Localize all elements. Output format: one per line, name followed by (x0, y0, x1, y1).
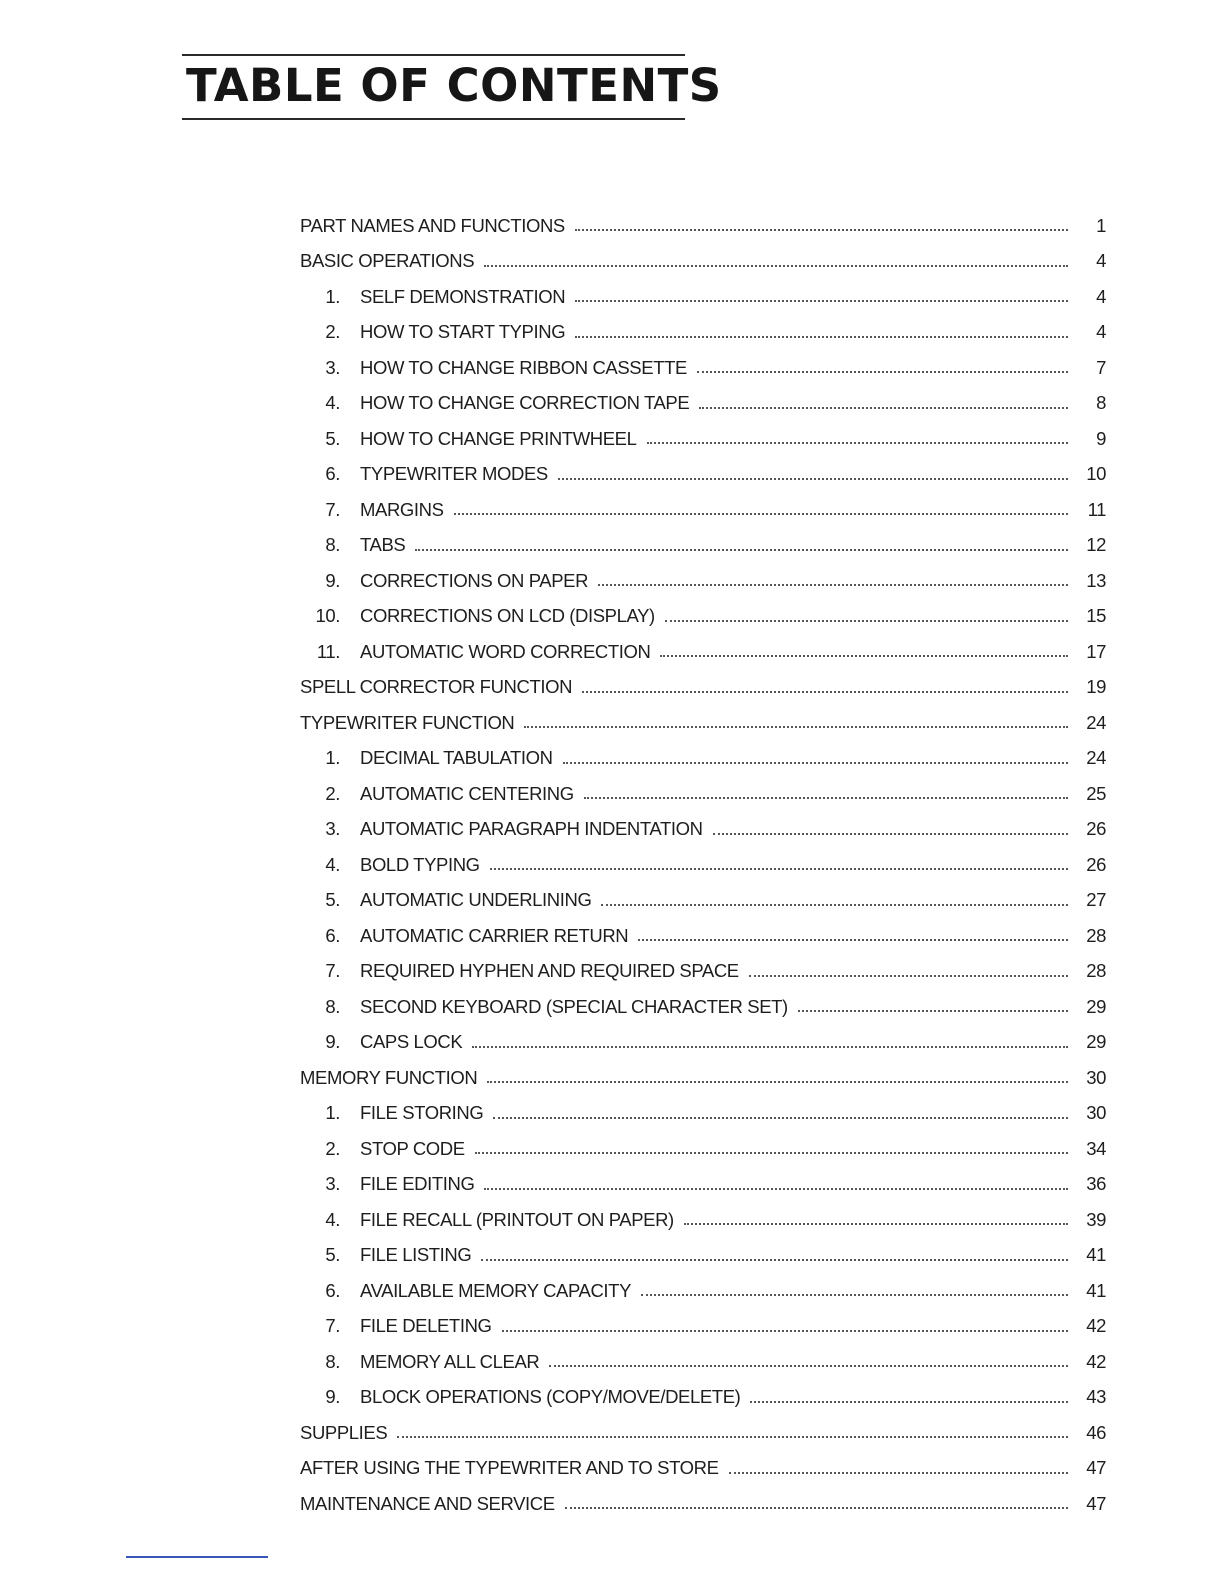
dot-leader (641, 1294, 1068, 1296)
toc-entry-number: 5. (325, 1244, 340, 1266)
toc-entry-page-number: 15 (1086, 605, 1106, 627)
toc-entry-page-number: 46 (1086, 1421, 1106, 1443)
toc-entry-title: FILE EDITING (360, 1173, 475, 1195)
toc-entry-page-number: 4 (1096, 250, 1106, 272)
toc-entry-title: REQUIRED HYPHEN AND REQUIRED SPACE (360, 960, 739, 982)
toc-entry-title: AUTOMATIC UNDERLINING (360, 889, 592, 911)
dot-leader (749, 975, 1068, 977)
toc-entry-number: 11. (316, 640, 340, 662)
toc-entry-page-number: 30 (1086, 1102, 1106, 1124)
toc-entry-page-number: 7 (1096, 356, 1106, 378)
dot-leader (638, 939, 1068, 941)
toc-entry-number: 6. (325, 924, 340, 946)
dot-leader (490, 868, 1068, 870)
dot-leader (481, 1259, 1068, 1261)
toc-entry-page-number: 42 (1086, 1350, 1106, 1372)
toc-subsection-entry (300, 776, 1106, 812)
dot-leader (684, 1223, 1068, 1225)
toc-entry-title: CORRECTIONS ON PAPER (360, 569, 589, 591)
toc-entry-page-number: 8 (1096, 392, 1106, 414)
toc-entry-title: TABS (360, 534, 406, 556)
toc-entry-page-number: 43 (1086, 1386, 1106, 1408)
toc-section-entry (300, 670, 1106, 706)
toc-subsection-entry (300, 421, 1106, 457)
toc-section-entry (300, 705, 1106, 741)
toc-subsection-entry (300, 1096, 1106, 1132)
dot-leader (582, 691, 1068, 693)
toc-entry-page-number: 26 (1086, 853, 1106, 875)
toc-subsection-entry (300, 1273, 1106, 1309)
toc-entry-number: 9. (325, 1386, 340, 1408)
dot-leader (601, 904, 1068, 906)
dot-leader (563, 762, 1068, 764)
toc-subsection-entry (300, 847, 1106, 883)
toc-entry-page-number: 24 (1086, 747, 1106, 769)
toc-section-entry (300, 1415, 1106, 1451)
toc-entry-page-number: 28 (1086, 960, 1106, 982)
dot-leader (575, 336, 1068, 338)
toc-section-entry (300, 1060, 1106, 1096)
toc-entry-title: SELF DEMONSTRATION (360, 285, 566, 307)
toc-entry-title: STOP CODE (360, 1137, 465, 1159)
toc-subsection-entry (300, 883, 1106, 919)
toc-entry-number: 7. (325, 1315, 340, 1337)
toc-entry-number: 10. (315, 605, 340, 627)
dot-leader (472, 1046, 1068, 1048)
dot-leader (665, 620, 1068, 622)
toc-entry-title: AFTER USING THE TYPEWRITER AND TO STORE (300, 1457, 719, 1479)
toc-entry-page-number: 27 (1086, 889, 1106, 911)
toc-entry-page-number: 12 (1086, 534, 1106, 556)
toc-entry-title: BASIC OPERATIONS (300, 250, 475, 272)
toc-entry-title: TYPEWRITER MODES (360, 463, 548, 485)
table-of-contents (300, 208, 1106, 1522)
toc-entry-page-number: 11 (1087, 498, 1106, 520)
toc-section-entry (300, 208, 1106, 244)
toc-subsection-entry (300, 457, 1106, 493)
toc-entry-number: 2. (325, 782, 340, 804)
toc-entry-page-number: 17 (1086, 640, 1106, 662)
toc-subsection-entry (300, 386, 1106, 422)
toc-entry-number: 7. (325, 960, 340, 982)
dot-leader (647, 442, 1069, 444)
toc-entry-title: HOW TO CHANGE RIBBON CASSETTE (360, 356, 687, 378)
title-bottom-rule (182, 118, 685, 120)
toc-entry-title: FILE RECALL (PRINTOUT ON PAPER) (360, 1208, 674, 1230)
toc-entry-number: 5. (325, 427, 340, 449)
dot-leader (697, 371, 1068, 373)
dot-leader (549, 1365, 1068, 1367)
toc-subsection-entry (300, 492, 1106, 528)
toc-entry-page-number: 47 (1086, 1492, 1106, 1514)
toc-entry-title: FILE STORING (360, 1102, 484, 1124)
toc-subsection-entry (300, 315, 1106, 351)
toc-entry-number: 3. (325, 356, 340, 378)
toc-entry-title: MARGINS (360, 498, 444, 520)
page-title: TABLE OF CONTENTS (186, 59, 722, 112)
toc-entry-title: AUTOMATIC WORD CORRECTION (360, 640, 651, 662)
toc-entry-number: 8. (325, 534, 340, 556)
toc-entry-title: SUPPLIES (300, 1421, 388, 1443)
toc-subsection-entry (300, 634, 1106, 670)
toc-subsection-entry (300, 1167, 1106, 1203)
toc-subsection-entry (300, 563, 1106, 599)
toc-entry-title: MEMORY ALL CLEAR (360, 1350, 540, 1372)
toc-subsection-entry (300, 741, 1106, 777)
dot-leader (598, 584, 1068, 586)
toc-entry-number: 1. (325, 1102, 340, 1124)
dot-leader (397, 1436, 1068, 1438)
toc-entry-title: AUTOMATIC CENTERING (360, 782, 574, 804)
dot-leader (713, 833, 1068, 835)
toc-entry-title: HOW TO CHANGE PRINTWHEEL (360, 427, 637, 449)
toc-entry-title: HOW TO START TYPING (360, 321, 566, 343)
toc-entry-number: 4. (325, 853, 340, 875)
toc-entry-title: SPELL CORRECTOR FUNCTION (300, 676, 573, 698)
dot-leader (558, 478, 1068, 480)
toc-entry-page-number: 13 (1086, 569, 1106, 591)
dot-leader (565, 1507, 1068, 1509)
toc-subsection-entry (300, 1309, 1106, 1345)
dot-leader (660, 655, 1068, 657)
toc-entry-page-number: 34 (1086, 1137, 1106, 1159)
toc-entry-page-number: 24 (1086, 711, 1106, 733)
toc-entry-number: 4. (325, 1208, 340, 1230)
toc-section-entry (300, 1451, 1106, 1487)
toc-entry-title: DECIMAL TABULATION (360, 747, 553, 769)
toc-subsection-entry (300, 918, 1106, 954)
toc-entry-title: HOW TO CHANGE CORRECTION TAPE (360, 392, 690, 414)
toc-subsection-entry (300, 1238, 1106, 1274)
toc-entry-title: CAPS LOCK (360, 1031, 463, 1053)
toc-entry-title: MAINTENANCE AND SERVICE (300, 1492, 555, 1514)
toc-entry-page-number: 25 (1086, 782, 1106, 804)
toc-subsection-entry (300, 954, 1106, 990)
toc-entry-title: BLOCK OPERATIONS (COPY/MOVE/DELETE) (360, 1386, 741, 1408)
toc-entry-page-number: 1 (1096, 214, 1106, 236)
toc-entry-title: PART NAMES AND FUNCTIONS (300, 214, 565, 236)
dot-leader (575, 229, 1068, 231)
toc-entry-page-number: 28 (1086, 924, 1106, 946)
toc-entry-title: CORRECTIONS ON LCD (DISPLAY) (360, 605, 655, 627)
toc-entry-page-number: 29 (1086, 1031, 1106, 1053)
toc-entry-number: 6. (325, 463, 340, 485)
toc-entry-number: 7. (325, 498, 340, 520)
toc-entry-number: 4. (325, 392, 340, 414)
toc-entry-number: 8. (325, 1350, 340, 1372)
dot-leader (524, 726, 1068, 728)
toc-entry-page-number: 26 (1086, 818, 1106, 840)
toc-entry-page-number: 41 (1086, 1279, 1106, 1301)
toc-subsection-entry (300, 599, 1106, 635)
toc-entry-title: MEMORY FUNCTION (300, 1066, 478, 1088)
dot-leader (487, 1081, 1068, 1083)
toc-entry-number: 3. (325, 818, 340, 840)
toc-entry-page-number: 19 (1086, 676, 1106, 698)
toc-entry-page-number: 36 (1086, 1173, 1106, 1195)
dot-leader (484, 265, 1068, 267)
toc-entry-page-number: 47 (1086, 1457, 1106, 1479)
toc-subsection-entry (300, 1202, 1106, 1238)
toc-entry-number: 9. (325, 1031, 340, 1053)
toc-entry-title: SECOND KEYBOARD (SPECIAL CHARACTER SET) (360, 995, 788, 1017)
toc-entry-number: 1. (325, 285, 340, 307)
toc-subsection-entry (300, 812, 1106, 848)
toc-subsection-entry (300, 1025, 1106, 1061)
toc-subsection-entry (300, 528, 1106, 564)
dot-leader (798, 1010, 1068, 1012)
toc-entry-title: TYPEWRITER FUNCTION (300, 711, 515, 733)
toc-entry-number: 9. (325, 569, 340, 591)
bottom-left-mark (126, 1556, 268, 1558)
toc-entry-title: FILE LISTING (360, 1244, 472, 1266)
toc-section-entry (300, 1486, 1106, 1522)
toc-entry-title: AUTOMATIC PARAGRAPH INDENTATION (360, 818, 703, 840)
dot-leader (475, 1152, 1068, 1154)
dot-leader (699, 407, 1068, 409)
toc-entry-number: 2. (325, 1137, 340, 1159)
toc-entry-page-number: 41 (1086, 1244, 1106, 1266)
dot-leader (415, 549, 1068, 551)
toc-entry-page-number: 42 (1086, 1315, 1106, 1337)
toc-entry-page-number: 4 (1096, 285, 1106, 307)
toc-entry-number: 2. (325, 321, 340, 343)
toc-entry-number: 8. (325, 995, 340, 1017)
title-top-rule (182, 54, 685, 56)
toc-entry-page-number: 39 (1086, 1208, 1106, 1230)
toc-entry-title: AVAILABLE MEMORY CAPACITY (360, 1279, 632, 1301)
toc-entry-title: FILE DELETING (360, 1315, 492, 1337)
toc-entry-page-number: 30 (1086, 1066, 1106, 1088)
toc-entry-number: 3. (325, 1173, 340, 1195)
dot-leader (750, 1401, 1068, 1403)
dot-leader (584, 797, 1068, 799)
title-block (182, 54, 722, 120)
dot-leader (502, 1330, 1068, 1332)
toc-subsection-entry (300, 279, 1106, 315)
toc-subsection-entry (300, 989, 1106, 1025)
toc-entry-number: 6. (325, 1279, 340, 1301)
toc-entry-number: 1. (325, 747, 340, 769)
toc-entry-title: AUTOMATIC CARRIER RETURN (360, 924, 629, 946)
toc-subsection-entry (300, 1131, 1106, 1167)
toc-subsection-entry (300, 1344, 1106, 1380)
dot-leader (575, 300, 1068, 302)
toc-subsection-entry (300, 350, 1106, 386)
toc-section-entry (300, 244, 1106, 280)
dot-leader (493, 1117, 1068, 1119)
toc-entry-page-number: 4 (1096, 321, 1106, 343)
toc-subsection-entry (300, 1380, 1106, 1416)
dot-leader (454, 513, 1068, 515)
dot-leader (729, 1472, 1068, 1474)
toc-entry-page-number: 29 (1086, 995, 1106, 1017)
toc-entry-title: BOLD TYPING (360, 853, 480, 875)
toc-entry-page-number: 9 (1096, 427, 1106, 449)
dot-leader (484, 1188, 1068, 1190)
toc-entry-number: 5. (325, 889, 340, 911)
toc-entry-page-number: 10 (1086, 463, 1106, 485)
